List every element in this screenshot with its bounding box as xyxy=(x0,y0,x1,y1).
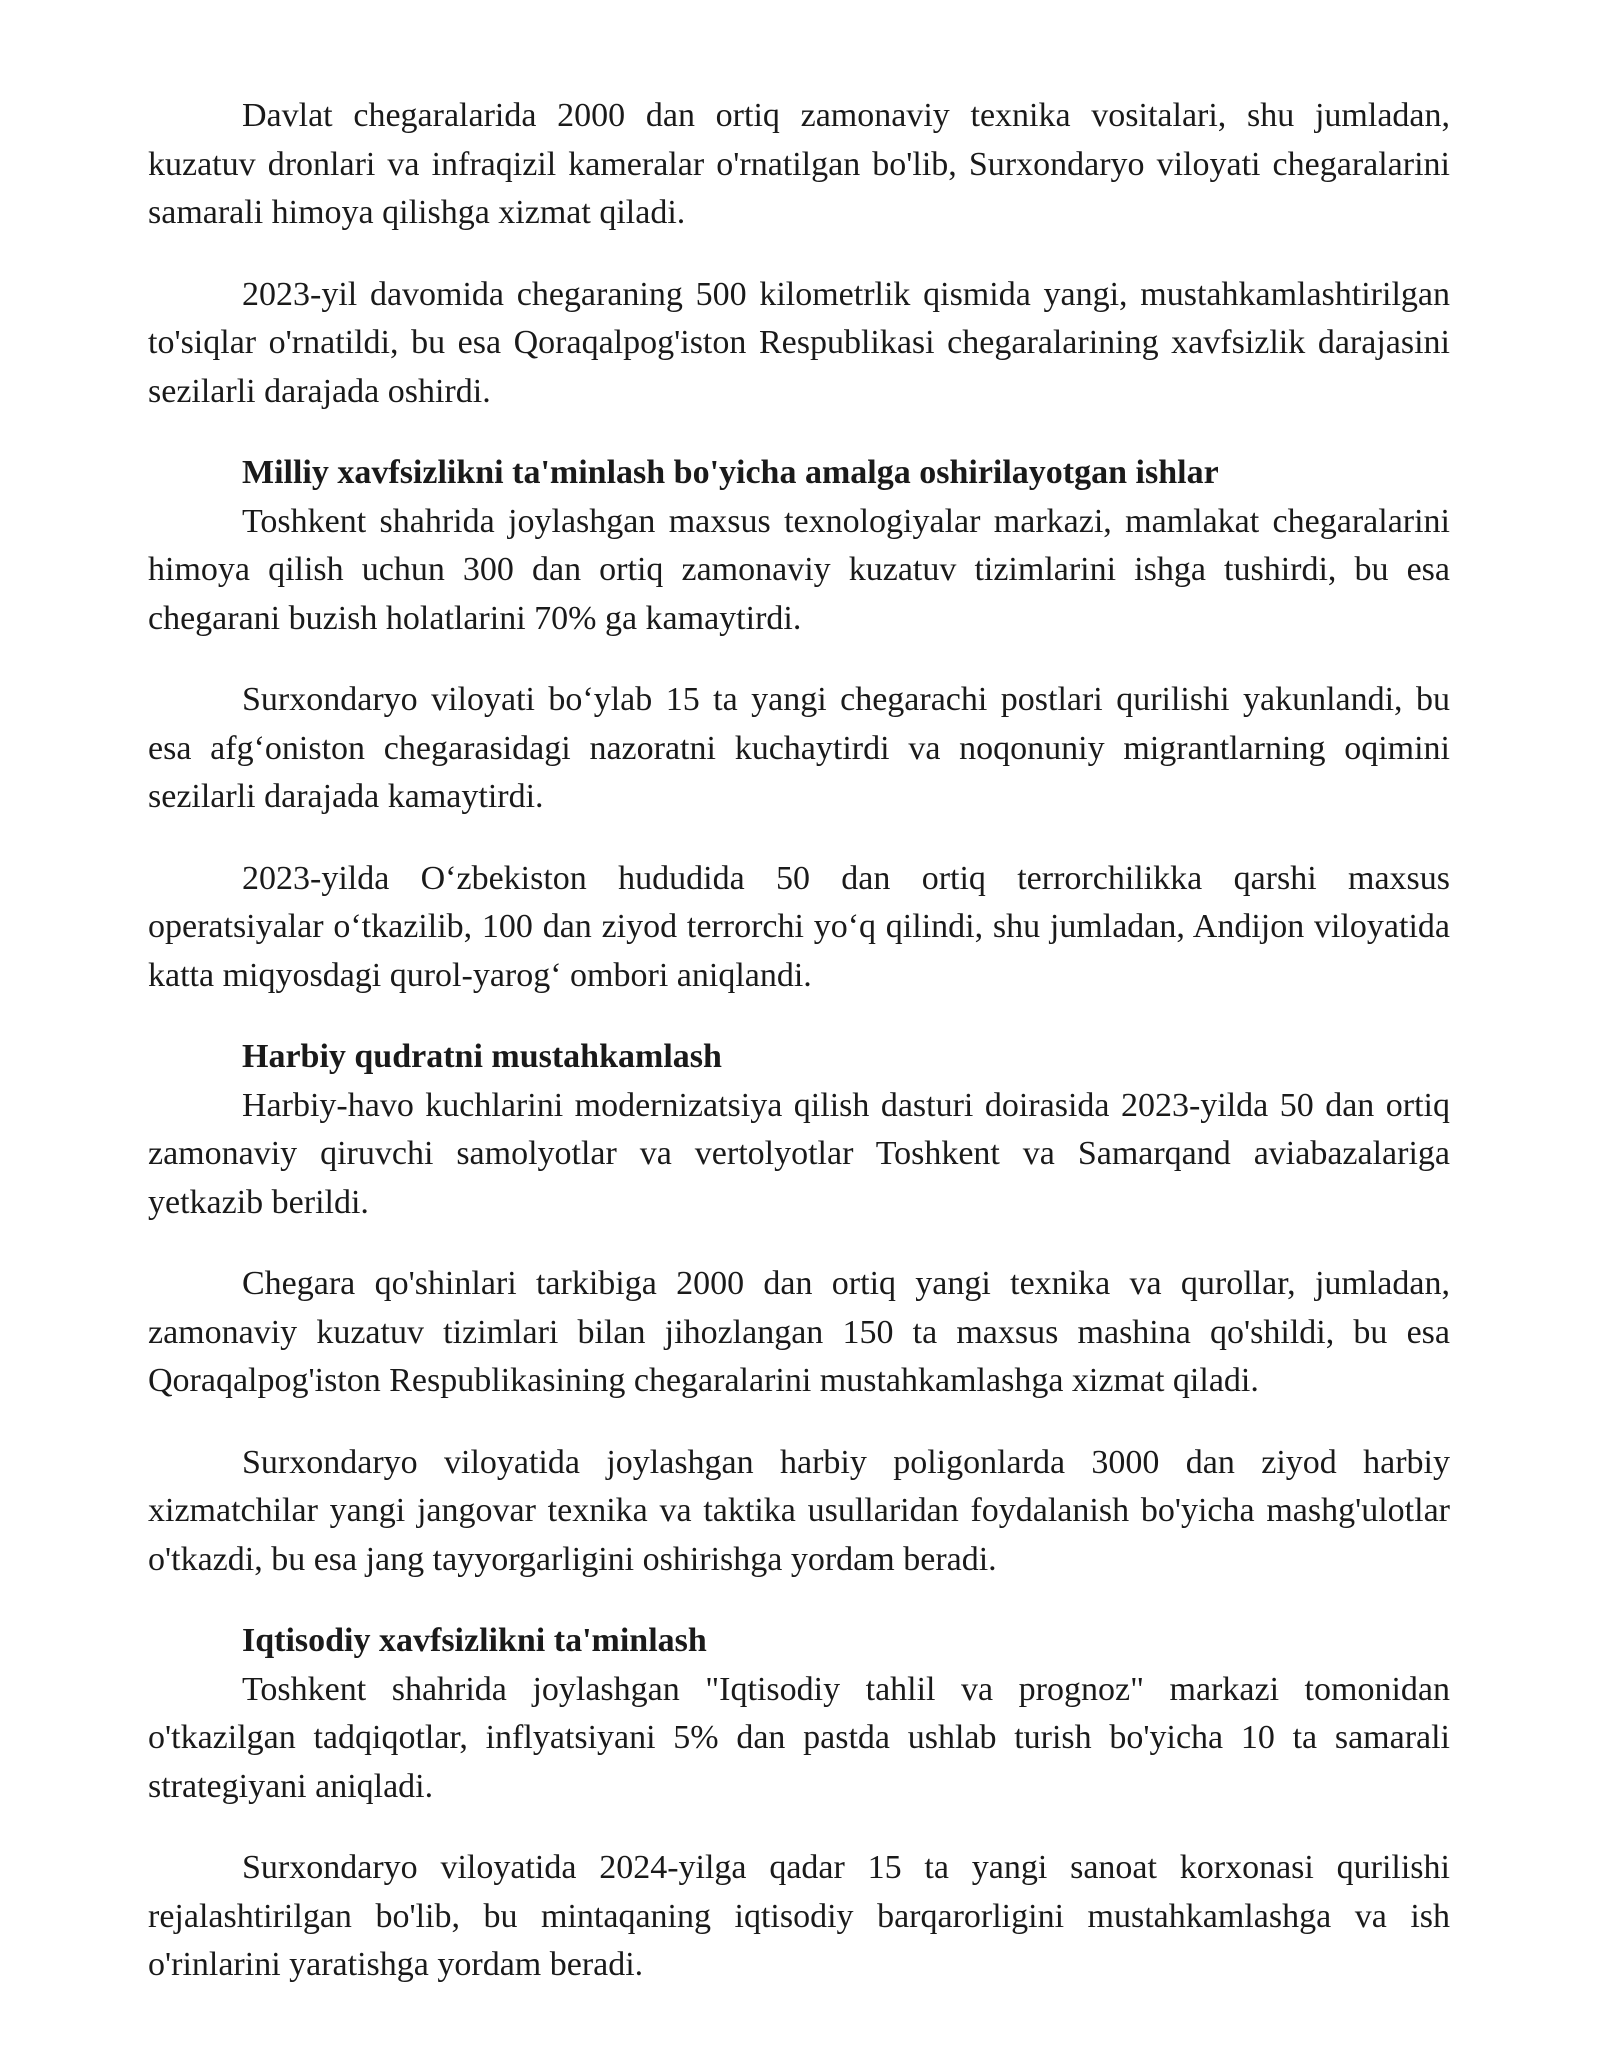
document-page xyxy=(148,92,1450,1990)
paragraph-industrial-plants: Surxondaryo viloyatida 2024-yilga qadar 15 ta yangi sanoat korxonasi qurilishi rejalashtirilgan bo'lib, bu mintaqaning iqtisodiy barqarorligini mustahkamlashga va ish o'rinlarini yaratishga yordam beradi. xyxy=(148,1849,1450,1983)
paragraph-border-troops: Chegara qo'shinlari tarkibiga 2000 dan ortiq yangi texnika va qurollar, jumladan, zamonaviy kuzatuv tizimlari bilan jihozlangan 150 ta maxsus mashina qo'shildi, bu esa Qoraqalpog'iston Respublikasining chegaralarini mustahkamlashga xizmat qiladi. xyxy=(148,1265,1450,1399)
paragraph-gap xyxy=(148,416,1450,449)
section-heading-economic-security: Iqtisodiy xavfsizlikni ta'minlash xyxy=(242,1622,707,1659)
paragraph-border-barriers: 2023-yil davomida chegaraning 500 kilometrlik qismida yangi, mustahkamlashtirilgan to'siqlar o'rnatildi, bu esa Qoraqalpog'iston Respublikasi chegaralarining xavfsizlik darajasini sezilarli darajada oshirdi. xyxy=(148,275,1450,410)
paragraph-tech-center: Toshkent shahrida joylashgan maxsus texnologiyalar markazi, mamlakat chegaralarini himoya qilish uchun 300 dan ortiq zamonaviy kuzatuv tizimlarini ishga tushirdi, bu esa chegarani buzish holatlarini 70% ga kamaytirdi. xyxy=(148,502,1450,637)
paragraph-gap xyxy=(148,1000,1450,1033)
paragraph-gap xyxy=(148,1227,1450,1260)
paragraph-gap xyxy=(148,238,1450,271)
paragraph-economic-center: Toshkent shahrida joylashgan "Iqtisodiy tahlil va prognoz" markazi tomonidan o'tkazilgan tadqiqotlar, inflyatsiyani 5% dan pastda ushlab turish bo'yicha 10 ta samarali strategiyani aniqladi. xyxy=(148,1670,1450,1805)
section-heading-military-power: Harbiy qudratni mustahkamlash xyxy=(242,1038,722,1075)
paragraph-gap xyxy=(148,822,1450,855)
paragraph-gap xyxy=(148,1584,1450,1617)
paragraph-training: Surxondaryo viloyatida joylashgan harbiy poligonlarda 3000 dan ziyod harbiy xizmatchilar yangi jangovar texnika va taktika usullaridan foydalanish bo'yicha mashg'ulotlar o'tkazdi, bu esa jang tayyorgarligini oshirishga yordam beradi. xyxy=(148,1443,1450,1578)
paragraph-border-tech: Davlat chegaralarida 2000 dan ortiq zamonaviy texnika vositalari, shu jumladan, kuzatuv dronlari va infraqizil kameralar o'rnatilgan bo'lib, Surxondaryo viloyati chegaralarini samarali himoya qilishga xizmat qiladi. xyxy=(148,97,1450,231)
paragraph-counterterror: 2023-yilda O‘zbekiston hududida 50 dan ortiq terrorchilikka qarshi maxsus operatsiyalar o‘tkazilib, 100 dan ziyod terrorchi yo‘q qilindi, shu jumladan, Andijon viloyatida katta miqyosdagi qurol-yarog‘ ombori aniqlandi. xyxy=(148,859,1450,994)
paragraph-air-force: Harbiy-havo kuchlarini modernizatsiya qilish dasturi doirasida 2023-yilda 50 dan ortiq zamonaviy qiruvchi samolyotlar va vertolyotlar Toshkent va Samarqand aviabazalariga yetkazib berildi. xyxy=(148,1086,1450,1221)
section-heading-national-security: Milliy xavfsizlikni ta'minlash bo'yicha amalga oshirilayotgan ishlar xyxy=(242,454,1219,491)
paragraph-border-posts: Surxondaryo viloyati bo‘ylab 15 ta yangi chegarachi postlari qurilishi yakunlandi, bu esa afg‘oniston chegarasidagi nazoratni kuchaytirdi va noqonuniy migrantlarning oqimini sezilarli darajada kamaytirdi. xyxy=(148,681,1450,815)
paragraph-gap xyxy=(148,643,1450,676)
paragraph-gap xyxy=(148,1811,1450,1844)
paragraph-gap xyxy=(148,1406,1450,1439)
